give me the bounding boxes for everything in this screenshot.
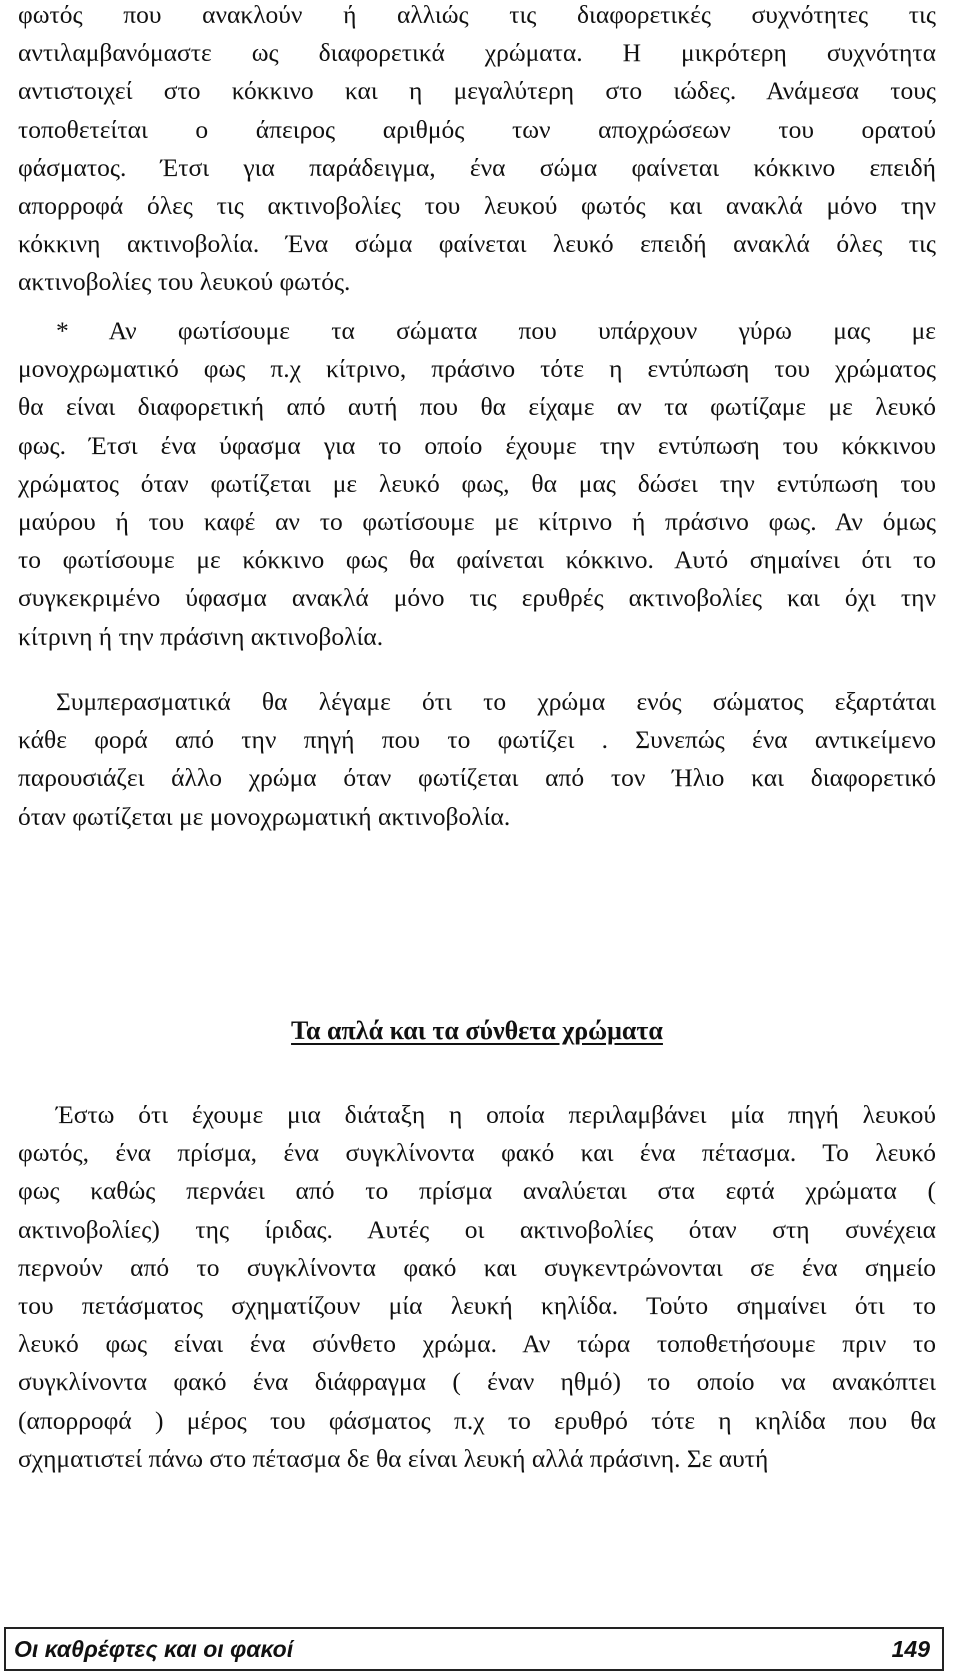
text-line: φωτός, ένα πρίσμα, ένα συγκλίνοντα φακό και ένα πέτασμα. Το λευκό	[18, 1138, 936, 1168]
text-line: τοποθετείται ο άπειρος αριθμός των αποχρώσεων του ορατού	[18, 114, 936, 144]
text-line: φως. Έτσι ένα ύφασμα για το οποίο έχουμε την εντύπωση του κόκκινου	[18, 430, 936, 460]
text-line: θα είναι διαφορετική από αυτή που θα είχαμε αν τα φωτίζαμε με λευκό	[18, 392, 936, 422]
text-line: λευκό φως είναι ένα σύνθετο χρώμα. Αν τώρα τοποθετήσουμε πριν το	[18, 1329, 936, 1359]
text-line: ακτινοβολίες του λευκού φωτός.	[18, 267, 351, 297]
text-line: συγκλίνοντα φακό ένα διάφραγμα ( έναν ηθμό) το οποίο να ανακόπτει	[18, 1367, 936, 1397]
footer-page-number: 149	[891, 1635, 930, 1662]
text-line: μονοχρωματικό φως π.χ κίτρινο, πράσινο τότε η εντύπωση του χρώματος	[18, 354, 936, 384]
text-line: απορροφά όλες τις ακτινοβολίες του λευκού φωτός και ανακλά μόνο την	[18, 191, 936, 221]
text-line: κόκκινη ακτινοβολία. Ένα σώμα φαίνεται λευκό επειδή ανακλά όλες τις	[18, 229, 936, 259]
text-line: (απορροφά ) μέρος του φάσματος π.χ το ερυθρό τότε η κηλίδα που θα	[18, 1405, 936, 1435]
text-line: φως καθώς περνάει από το πρίσμα αναλύεται στα εφτά χρώματα (	[18, 1176, 936, 1206]
text-line: μαύρου ή του καφέ αν το φωτίσουμε με κίτρινο ή πράσινο φως. Αν όμως	[18, 507, 936, 537]
text-line: χρώματος όταν φωτίζεται με λευκό φως, θα μας δώσει την εντύπωση του	[18, 468, 936, 498]
page-footer	[4, 1627, 944, 1671]
paragraph-prism-experiment	[18, 1096, 936, 1478]
text-line: αντιλαμβανόμαστε ως διαφορετικά χρώματα. Η μικρότερη συχνότητα	[18, 38, 936, 68]
text-line: κάθε φορά από την πηγή που το φωτίζει . Συνεπώς ένα αντικείμενο	[18, 725, 936, 755]
text-line: το φωτίσουμε με κόκκινο φως θα φαίνεται κόκκινο. Αυτό σημαίνει ότι το	[18, 545, 936, 575]
text-line: φωτός που ανακλούν ή αλλιώς τις διαφορετικές συχνότητες τις	[18, 0, 936, 29]
text-line: συγκεκριμένο ύφασμα ανακλά μόνο τις ερυθρές ακτινοβολίες και όχι την	[18, 583, 936, 613]
text-line: ακτινοβολίες) της ίριδας. Αυτές οι ακτινοβολίες όταν στη συνέχεια	[18, 1214, 936, 1244]
paragraph-monochromatic-light	[18, 312, 936, 656]
text-line: σχηματιστεί πάνω στο πέτασμα δε θα είναι λευκή αλλά πράσινη. Σε αυτή	[18, 1443, 769, 1473]
section-heading: Τα απλά και τα σύνθετα χρώματα	[291, 1016, 663, 1045]
paragraph-color-frequencies	[18, 0, 936, 302]
text-line: παρουσιάζει άλλο χρώμα όταν φωτίζεται από τον Ήλιο και διαφορετικό	[18, 763, 936, 793]
text-line: κίτρινη ή την πράσινη ακτινοβολία.	[18, 621, 384, 651]
footer-book-title: Οι καθρέφτες και οι φακοί	[14, 1635, 294, 1662]
text-line: περνούν από το συγκλίνοντα φακό και συγκεντρώνονται σε ένα σημείο	[18, 1252, 936, 1282]
text-line: φάσματος. Έτσι για παράδειγμα, ένα σώμα φαίνεται κόκκινο επειδή	[18, 152, 936, 182]
paragraph-conclusion	[18, 683, 936, 836]
text-line: Έστω ότι έχουμε μια διάταξη η οποία περιλαμβάνει μία πηγή λευκού	[56, 1100, 936, 1129]
text-line: του πετάσματος σχηματίζουν μία λευκή κηλίδα. Τούτο σημαίνει ότι το	[18, 1291, 936, 1321]
text-line: * Αν φωτίσουμε τα σώματα που υπάρχουν γύρω μας με	[56, 316, 936, 345]
text-line: Συμπερασματικά θα λέγαμε ότι το χρώμα ενός σώματος εξαρτάται	[56, 687, 936, 716]
text-line: όταν φωτίζεται με μονοχρωματική ακτινοβολία.	[18, 801, 511, 831]
text-line: αντιστοιχεί στο κόκκινο και η μεγαλύτερη στο ιώδες. Ανάμεσα τους	[18, 76, 936, 106]
